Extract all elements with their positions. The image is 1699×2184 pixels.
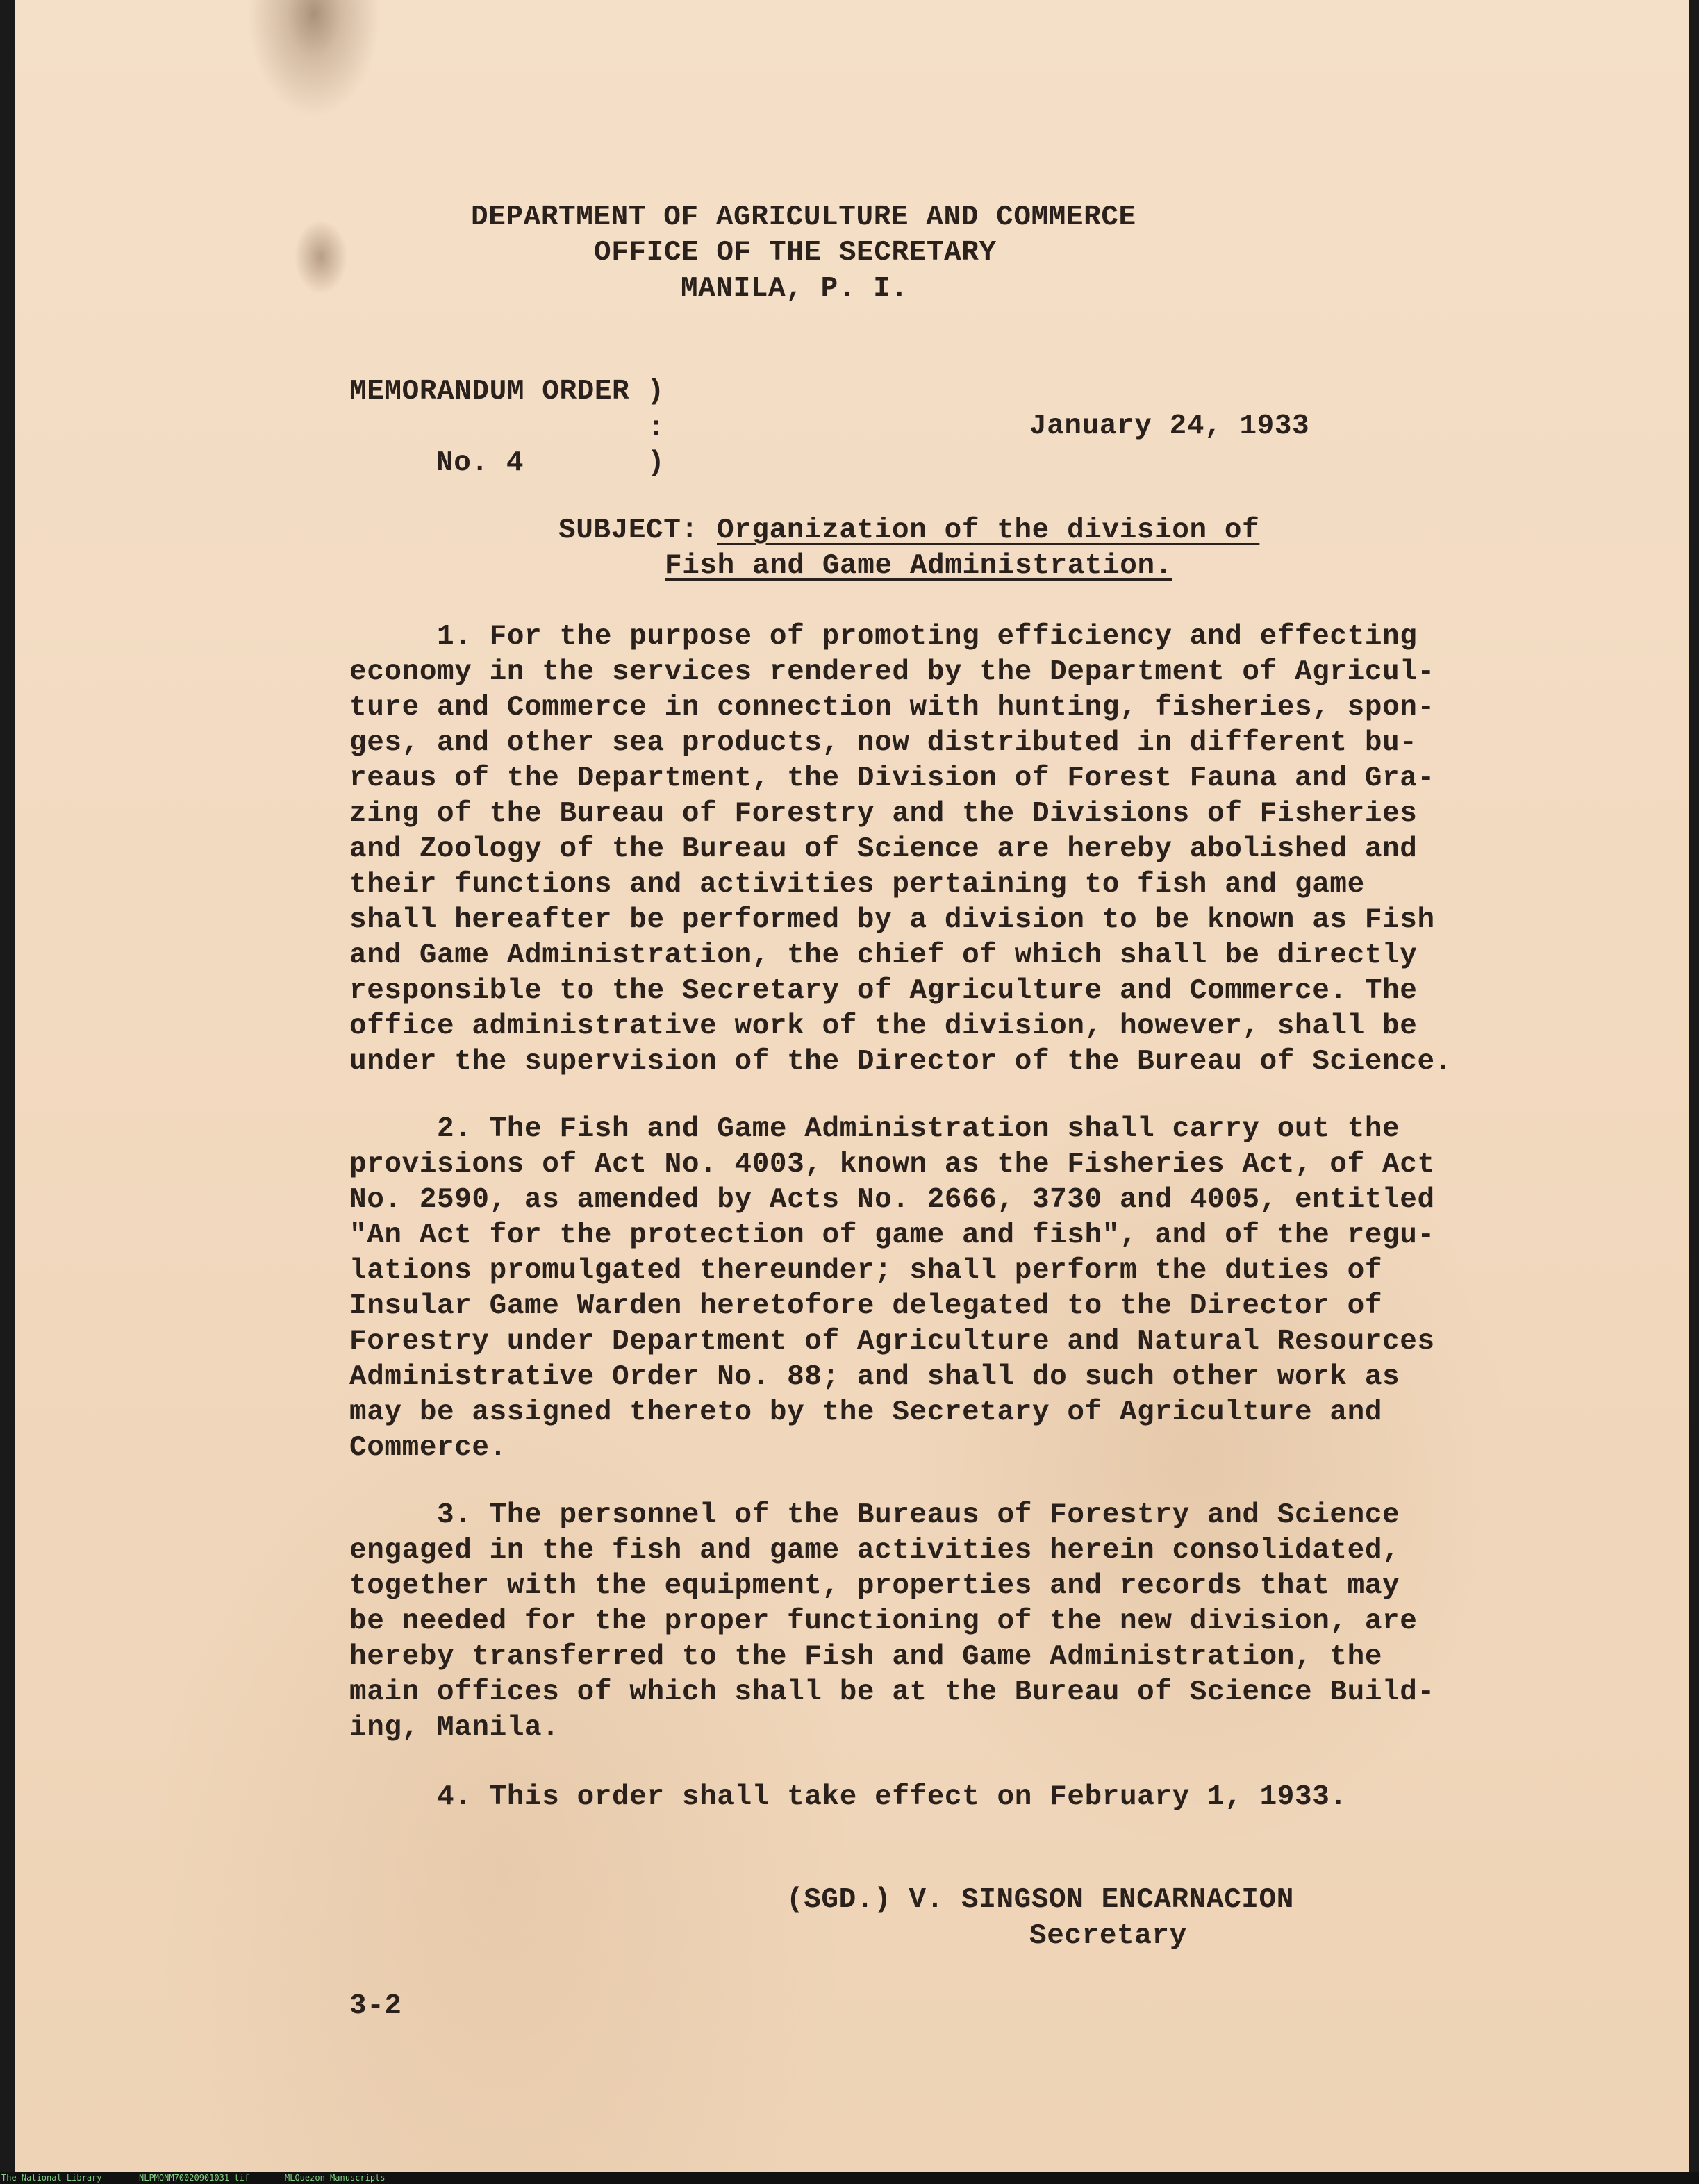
- paragraph-4: [349, 1780, 1461, 1815]
- paragraph-line: together with the equipment, properties and records that may: [349, 1570, 1400, 1602]
- paragraph-line: hereby transferred to the Fish and Game Administration, the: [349, 1641, 1383, 1673]
- paragraph-line: shall hereafter be performed by a division to be known as Fish: [349, 904, 1435, 936]
- header-department: DEPARTMENT OF AGRICULTURE AND COMMERCE: [471, 201, 1136, 233]
- paragraph-line: economy in the services rendered by the Department of Agricul-: [349, 656, 1435, 688]
- paragraph-2: [349, 1112, 1461, 1466]
- paragraph-line: 1. For the purpose of promoting efficiency and effecting: [349, 621, 1418, 653]
- memo-colon: :: [647, 412, 665, 444]
- paragraph-line: ing, Manila.: [349, 1712, 560, 1744]
- subject-line-2: Fish and Game Administration.: [665, 550, 1172, 582]
- document-page: [15, 0, 1689, 2172]
- paragraph-line: ture and Commerce in connection with hunting, fisheries, spon-: [349, 692, 1435, 724]
- paragraph-line: their functions and activities pertaining to fish and game: [349, 869, 1365, 901]
- memo-order-label: MEMORANDUM ORDER ): [349, 376, 665, 408]
- paragraph-line: "An Act for the protection of game and fish", and of the regu-: [349, 1219, 1435, 1251]
- subject-line-1: Organization of the division of: [717, 515, 1260, 547]
- paragraph-line: office administrative work of the division, however, shall be: [349, 1010, 1418, 1042]
- memo-paren: ): [647, 447, 665, 479]
- footer-file-id: NLPMQNM70020901031 tif: [139, 2173, 249, 2183]
- paragraph-line: responsible to the Secretary of Agriculture and Commerce. The: [349, 975, 1418, 1007]
- paragraph-line: zing of the Bureau of Forestry and the Divisions of Fisheries: [349, 798, 1418, 830]
- paragraph-line: and Zoology of the Bureau of Science are hereby abolished and: [349, 833, 1418, 865]
- footer-library: The National Library: [1, 2173, 102, 2183]
- paragraph-line: 2. The Fish and Game Administration shall carry out the: [349, 1113, 1400, 1145]
- paragraph-3: [349, 1498, 1461, 1746]
- paragraph-line: Insular Game Warden heretofore delegated to the Director of: [349, 1290, 1383, 1322]
- paragraph-line: Administrative Order No. 88; and shall do such other work as: [349, 1361, 1400, 1393]
- paragraph-line: and Game Administration, the chief of which shall be directly: [349, 940, 1418, 972]
- footer-bar: [0, 2172, 1699, 2184]
- paragraph-line: No. 2590, as amended by Acts No. 2666, 3730 and 4005, entitled: [349, 1184, 1435, 1216]
- memo-date: January 24, 1933: [1029, 410, 1310, 442]
- paragraph-line: engaged in the fish and game activities herein consolidated,: [349, 1535, 1400, 1567]
- paragraph-line: main offices of which shall be at the Bureau of Science Build-: [349, 1676, 1435, 1708]
- paragraph-line: Forestry under Department of Agriculture and Natural Resources: [349, 1326, 1435, 1358]
- paragraph-line: provisions of Act No. 4003, known as the Fisheries Act, of Act: [349, 1149, 1435, 1181]
- paragraph-line: under the supervision of the Director of the Bureau of Science.: [349, 1046, 1452, 1078]
- paragraph-1: [349, 619, 1461, 1080]
- paragraph-line: may be assigned thereto by the Secretary of Agriculture and: [349, 1397, 1383, 1428]
- paragraph-line: 3. The personnel of the Bureaus of Forestry and Science: [349, 1499, 1400, 1531]
- paragraph-line: ges, and other sea products, now distributed in different bu-: [349, 727, 1418, 759]
- paragraph-line: reaus of the Department, the Division of Forest Fauna and Gra-: [349, 762, 1435, 794]
- paragraph-line: Commerce.: [349, 1432, 507, 1464]
- signature-name: (SGD.) V. SINGSON ENCARNACION: [786, 1884, 1294, 1916]
- paragraph-line: 4. This order shall take effect on February 1, 1933.: [349, 1781, 1348, 1813]
- footer-collection: MLQuezon Manuscripts: [285, 2173, 386, 2183]
- paragraph-line: be needed for the proper functioning of the new division, are: [349, 1606, 1418, 1637]
- signature-title: Secretary: [1029, 1920, 1187, 1952]
- paragraph-line: lations promulgated thereunder; shall perform the duties of: [349, 1255, 1383, 1287]
- subject-label: SUBJECT:: [558, 515, 699, 547]
- page-reference: 3-2: [349, 1990, 402, 2022]
- header-location: MANILA, P. I.: [681, 273, 909, 305]
- memo-number: No. 4: [436, 447, 524, 479]
- header-office: OFFICE OF THE SECRETARY: [594, 237, 997, 269]
